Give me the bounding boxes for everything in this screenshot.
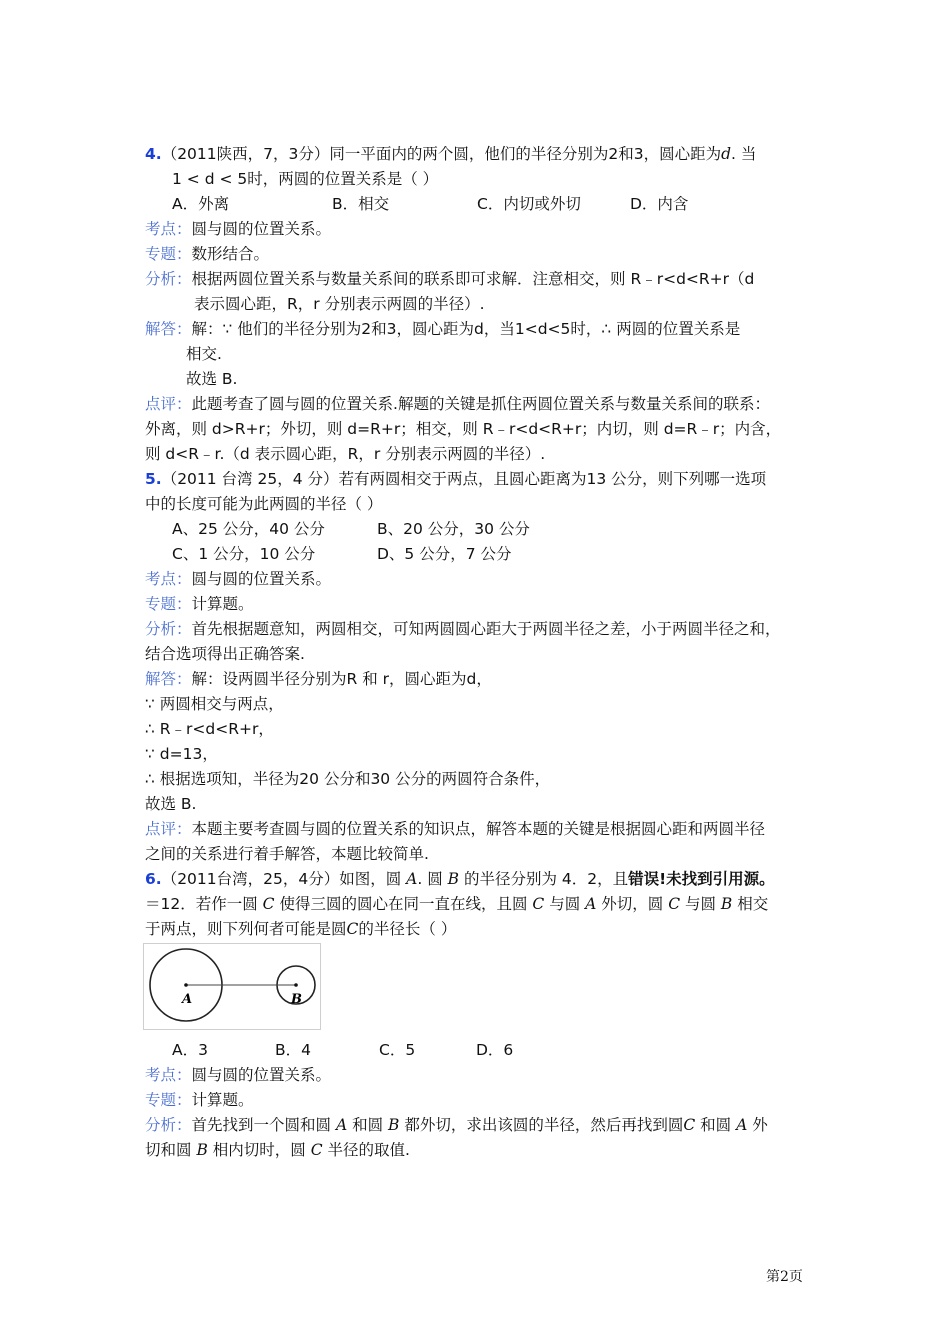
q4-option-c: C．内切或外切 — [477, 195, 581, 213]
q6-option-a: A．3 — [172, 1041, 208, 1059]
q5-jieda-line6: 故选 B. — [145, 795, 197, 813]
q4-stem-line1: 4.（2011陕西，7，3分）同一平面内的两个圆，他们的半径分别为2和3，圆心距为d. 当 — [145, 145, 757, 163]
q5-option-a: A、25 公分，40 公分 — [172, 520, 325, 538]
q4-option-b: B．相交 — [332, 195, 390, 213]
q4-fenxi-line1: 分析：根据两圆位置关系与数量关系间的联系即可求解．注意相交，则 R﹣r<d<R+r（d — [145, 270, 755, 288]
q4-option-d: D．内含 — [630, 195, 689, 213]
q5-stem-line2: 中的长度可能为此两圆的半径（ ） — [145, 495, 383, 513]
q5-fenxi-line1: 分析：首先根据题意知，两圆相交，可知两圆圆心距大于两圆半径之差，小于两圆半径之和， — [145, 620, 781, 638]
q5-jieda-line2: ∵ 两圆相交与两点， — [145, 695, 284, 713]
q6-number: 6. — [145, 870, 162, 888]
q5-jieda-line3: ∴ R﹣r<d<R+r， — [145, 720, 274, 738]
q4-kaodian: 考点：圆与圆的位置关系。 — [145, 220, 332, 238]
q4-zhuanti: 专题：数形结合。 — [145, 245, 270, 263]
q6-reference-error: 错误!未找到引用源。 — [628, 870, 775, 888]
q4-options — [172, 192, 812, 217]
q4-option-a: A．外离 — [172, 195, 230, 213]
q6-options — [172, 1038, 812, 1063]
q5-kaodian: 考点：圆与圆的位置关系。 — [145, 570, 332, 588]
q5-jieda-line5: ∴ 根据选项知，半径为20 公分和30 公分的两圆符合条件， — [145, 770, 551, 788]
q4-dianping-line2: 外离，则 d>R+r；外切，则 d=R+r；相交，则 R﹣r<d<R+r；内切，则 d=R﹣r；内含， — [145, 420, 782, 438]
center-b — [294, 983, 298, 987]
q5-fenxi-line2: 结合选项得出正确答案. — [145, 645, 305, 663]
q6-kaodian: 考点：圆与圆的位置关系。 — [145, 1066, 332, 1084]
q6-zhuanti: 专题：计算题。 — [145, 1091, 254, 1109]
q6-option-d: D．6 — [476, 1041, 514, 1059]
q6-fenxi-line2: 切和圆 B 相内切时，圆 C 半径的取值. — [145, 1141, 410, 1159]
q5-stem-line1: 5.（2011 台湾 25，4 分）若有两圆相交于两点，且圆心距离为13 公分，则下列哪一选项 — [145, 470, 767, 488]
q6-circles-diagram — [144, 944, 320, 1029]
q5-zhuanti: 专题：计算题。 — [145, 595, 254, 613]
q5-jieda-line4: ∵ d=13， — [145, 745, 218, 763]
q5-number: 5. — [145, 470, 162, 488]
q5-jieda-line1: 解答：解：设两圆半径分别为R 和 r，圆心距为d， — [145, 670, 492, 688]
label-a: A — [182, 992, 193, 1007]
q4-dianping-line1: 点评：此题考查了圆与圆的位置关系.解题的关键是抓住两圆位置关系与数量关系间的联系： — [145, 395, 770, 413]
q6-option-c: C．5 — [379, 1041, 416, 1059]
q5-option-b: B、20 公分，30 公分 — [377, 520, 530, 538]
label-b: B — [291, 992, 302, 1007]
q6-circles-figure — [143, 943, 321, 1030]
q4-jieda-line2: 相交. — [186, 345, 222, 363]
q4-jieda-line1: 解答：解：∵ 他们的半径分别为2和3，圆心距为d，当1<d<5时，∴ 两圆的位置关系是 — [145, 320, 741, 338]
q6-stem-line3: 于两点，则下列何者可能是圆C的半径长（ ） — [145, 920, 457, 938]
q5-option-c: C、1 公分，10 公分 — [172, 545, 316, 563]
q4-dianping-line3: 则 d<R﹣r.（d 表示圆心距，R，r 分别表示两圆的半径）. — [145, 445, 546, 463]
q5-options-row1 — [172, 517, 812, 542]
q4-jieda-line3: 故选 B. — [186, 370, 238, 388]
center-a — [184, 983, 188, 987]
q4-number: 4. — [145, 145, 162, 163]
q5-option-d: D、5 公分，7 公分 — [377, 545, 512, 563]
q5-dianping-line2: 之间的关系进行着手解答，本题比较简单. — [145, 845, 429, 863]
q6-option-b: B．4 — [275, 1041, 311, 1059]
q5-dianping-line1: 点评：本题主要考查圆与圆的位置关系的知识点，解答本题的关键是根据圆心距和两圆半径 — [145, 820, 766, 838]
q5-options-row2 — [172, 542, 812, 567]
page-number: 第2页 — [766, 1269, 803, 1285]
q6-stem-line2: ＝12．若作一圆 C 使得三圆的圆心在同一直在线，且圆 C 与圆 A 外切，圆 C 与圆 B 相交 — [145, 895, 769, 913]
q6-fenxi-line1: 分析：首先找到一个圆和圆 A 和圆 B 都外切，求出该圆的半径，然后再找到圆C 和圆 A 外 — [145, 1116, 768, 1134]
q4-fenxi-line2: 表示圆心距，R，r 分别表示两圆的半径）. — [194, 295, 485, 313]
q4-stem-line2: 1 < d < 5时，两圆的位置关系是（ ） — [172, 170, 439, 188]
q6-stem-line1: 6.（2011台湾，25，4分）如图，圆 A. 圆 B 的半径分别为 4．2，且错误!未找到引用源。 — [145, 870, 775, 888]
